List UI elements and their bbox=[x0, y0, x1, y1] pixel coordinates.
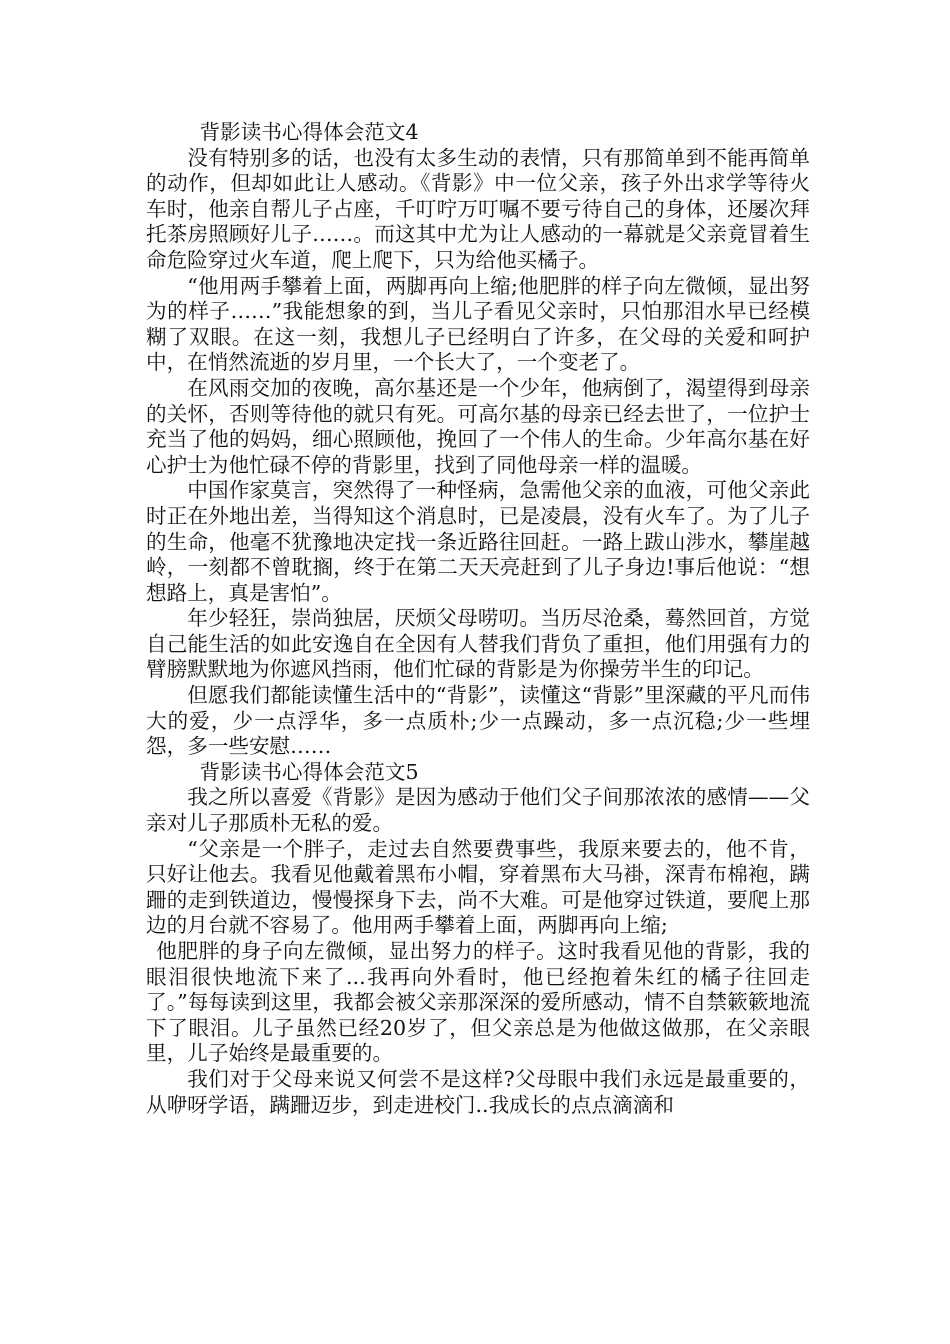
section-5-paragraph-continuation: 他肥胖的身子向左微倾，显出努力的样子。这时我看见他的背影，我的眼泪很快地流下来了...我再向外看时，他已经抱着朱红的橘子往回走了。”每每读到这里，我都会被父亲那深深的爱所感动，情不自禁簌簌地流下了眼泪。儿子虽然已经20岁了，但父亲总是为他做这做那，在父亲眼里，儿子始终是最重要的。 bbox=[146, 939, 810, 1066]
section-4-paragraph-5: 年少轻狂，崇尚独居，厌烦父母唠叨。当历尽沧桑，蓦然回首，方觉自己能生活的如此安逸自在全因有人替我们背负了重担，他们用强有力的臂膀默默地为你遮风挡雨，他们忙碌的背影是为你操劳半生的印记。 bbox=[146, 606, 810, 682]
section-5-paragraph-1: 我之所以喜爱《背影》是因为感动于他们父子间那浓浓的感情——父亲对儿子那质朴无私的爱。 bbox=[146, 785, 810, 836]
section-4-paragraph-1: 没有特别多的话，也没有太多生动的表情，只有那简单到不能再简单的动作，但却如此让人感动。《背影》中一位父亲，孩子外出求学等待火车时，他亲自帮儿子占座，千叮咛万叮嘱不要亏待自己的身体，还屡次拜托茶房照顾好儿子……。而这其中尤为让人感动的一幕就是父亲竟冒着生命危险穿过火车道，爬上爬下，只为给他买橘子。 bbox=[146, 145, 810, 272]
document-body bbox=[146, 120, 810, 1118]
section-5-paragraph-2: “父亲是一个胖子，走过去自然要费事些，我原来要去的，他不肯，只好让他去。我看见他戴着黑布小帽，穿着黑布大马褂，深青布棉袍，蹒跚的走到铁道边，慢慢探身下去，尚不大难。可是他穿过铁道，要爬上那边的月台就不容易了。他用两手攀着上面，两脚再向上缩; bbox=[146, 836, 810, 938]
section-4-paragraph-2: “他用两手攀着上面，两脚再向上缩;他肥胖的样子向左微倾，显出努为的样子……”我能想象的到，当儿子看见父亲时，只怕那泪水早已经模糊了双眼。在这一刻，我想儿子已经明白了许多，在父母的关爱和呵护中，在悄然流逝的岁月里，一个长大了，一个变老了。 bbox=[146, 273, 810, 375]
section-4-paragraph-3: 在风雨交加的夜晚，高尔基还是一个少年，他病倒了，渴望得到母亲的关怀，否则等待他的就只有死。可高尔基的母亲已经去世了，一位护士充当了他的妈妈，细心照顾他，挽回了一个伟人的生命。少年高尔基在好心护士为他忙碌不停的背影里，找到了同他母亲一样的温暖。 bbox=[146, 375, 810, 477]
section-5-paragraph-last: 我们对于父母来说又何尝不是这样?父母眼中我们永远是最重要的，从咿呀学语，蹒跚迈步，到走进校门..我成长的点点滴滴和 bbox=[146, 1066, 810, 1117]
section-4-paragraph-6: 但愿我们都能读懂生活中的“背影”，读懂这“背影”里深藏的平凡而伟大的爱，少一点浮华，多一点质朴;少一点躁动，多一点沉稳;少一些埋怨，多一些安慰…… bbox=[146, 683, 810, 759]
section-5-title: 背影读书心得体会范文5 bbox=[199, 759, 419, 784]
section-4-title: 背影读书心得体会范文4 bbox=[199, 120, 419, 144]
section-4-paragraph-4: 中国作家莫言，突然得了一种怪病，急需他父亲的血液，可他父亲此时正在外地出差，当得知这个消息时，已是凌晨，没有火车了。为了儿子的生命，他毫不犹豫地决定找一条近路往回赶。一路上跋山涉水，攀崖越岭，一刻都不曾耽搁，终于在第二天天亮赶到了儿子身边!事后他说：“想想路上，真是害怕”。 bbox=[146, 478, 810, 605]
